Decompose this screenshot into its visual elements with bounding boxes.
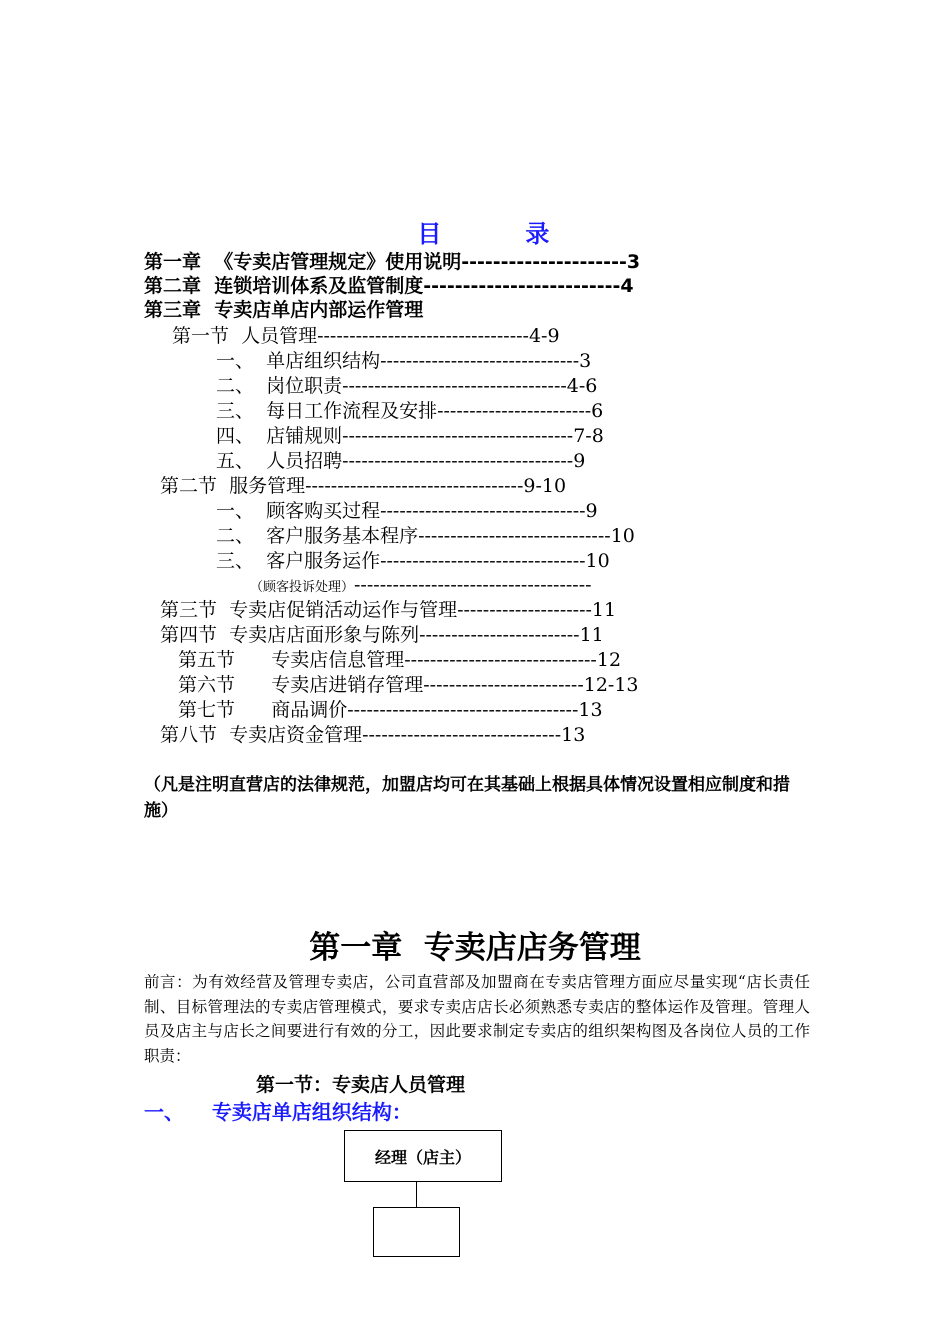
toc-leader: ------------------------- — [423, 674, 584, 696]
toc-page: 3 — [579, 350, 592, 372]
toc-label: 第三节 专卖店促销活动运作与管理 — [160, 599, 458, 621]
toc-leader: ------------------------------- — [362, 724, 562, 746]
org-chart-second-box — [373, 1207, 460, 1257]
toc-label: 二、 岗位职责 — [216, 375, 343, 397]
toc-entry-item[interactable] — [216, 349, 591, 373]
org-chart-manager-label: 经理（店主） — [374, 1147, 471, 1167]
toc-leader: ------------------------------------- — [354, 574, 592, 596]
toc-label: 第一节 人员管理 — [172, 325, 318, 347]
toc-label: 五、 人员招聘 — [216, 450, 343, 472]
toc-leader: --------------------- — [457, 599, 592, 621]
toc-entry-sub-note[interactable] — [250, 573, 592, 597]
toc-entry-item[interactable] — [216, 549, 610, 573]
toc-label: 第一章 《专卖店管理规定》使用说明 — [144, 251, 462, 273]
section-title: 第一节：专卖店人员管理 — [256, 1074, 466, 1096]
toc-entry-section-4[interactable] — [160, 623, 604, 647]
toc-leader: ------------------------------- — [380, 350, 580, 372]
toc-leader: ------------------------------ — [404, 649, 597, 671]
toc-page: 10 — [610, 525, 635, 547]
toc-leader: ----------------------------------- — [342, 375, 567, 397]
toc-label: 第二节 服务管理 — [160, 475, 306, 497]
toc-entry-chapter-3[interactable] — [144, 298, 423, 322]
toc-page: 13 — [578, 699, 603, 721]
toc-entry-chapter-2[interactable] — [144, 274, 634, 298]
subsection-title: 一、 专卖店单店组织结构： — [144, 1100, 412, 1124]
toc-entry-section-1[interactable] — [172, 324, 560, 348]
toc-leader: -------------------------------- — [380, 500, 586, 522]
toc-entry-section-5[interactable] — [178, 648, 621, 672]
toc-label: （顾客投诉处理） — [250, 580, 355, 595]
toc-entry-section-2[interactable] — [160, 474, 566, 498]
toc-leader: -------------------------------- — [380, 550, 586, 572]
toc-page: 4-9 — [528, 325, 560, 347]
toc-entry-section-3[interactable] — [160, 598, 616, 622]
toc-entry-section-7[interactable] — [178, 698, 603, 722]
toc-page: 7-8 — [573, 425, 604, 447]
toc-leader: ------------------------------------ — [342, 450, 574, 472]
toc-label: 第五节 专卖店信息管理 — [178, 649, 405, 671]
toc-leader: --------------------- — [461, 251, 627, 273]
toc-page: 12 — [596, 649, 622, 671]
toc-title-right: 录 — [525, 220, 550, 248]
toc-label: 二、 客户服务基本程序 — [216, 525, 419, 547]
toc-label: 第六节 专卖店进销存管理 — [178, 674, 424, 696]
toc-page: 13 — [561, 724, 586, 746]
toc-page: 4 — [620, 275, 634, 297]
toc-page: 12-13 — [583, 674, 639, 696]
toc-page: 9 — [573, 450, 586, 472]
org-chart-manager-box — [344, 1130, 502, 1182]
toc-page: 4-6 — [566, 375, 598, 397]
toc-label: 第三章 专卖店单店内部运作管理 — [144, 299, 424, 321]
toc-label: 一、 单店组织结构 — [216, 350, 381, 372]
toc-entry-item[interactable] — [216, 499, 598, 523]
toc-label: 第七节 商品调价 — [178, 699, 348, 721]
toc-page: 6 — [591, 400, 604, 422]
legal-note: （凡是注明直营店的法律规范，加盟店均可在其基础上根据具体情况设置相应制度和措施） — [144, 775, 790, 821]
toc-label: 三、 客户服务运作 — [216, 550, 381, 572]
toc-label: 第八节 专卖店资金管理 — [160, 724, 363, 746]
toc-page: 10 — [585, 550, 610, 572]
toc-entry-item[interactable] — [216, 424, 604, 448]
toc-entry-item[interactable] — [216, 399, 603, 423]
toc-label: 一、 顾客购买过程 — [216, 500, 381, 522]
toc-page: 3 — [626, 251, 641, 273]
toc-leader: ------------------------- — [423, 275, 621, 297]
toc-page: 11 — [591, 599, 617, 621]
org-chart-connector — [416, 1182, 417, 1207]
intro-paragraph: 前言：为有效经营及管理专卖店，公司直营部及加盟商在专卖店管理方面应尽量实现“店长责任制、目标管理法的专卖店管理模式，要求专卖店店长必须熟悉专卖店的整体运作及管理。管理人员及店主与店长之间要进行有效的分工，因此要求制定专卖店的组织架构图及各岗位人员的工作职责： — [144, 973, 810, 1065]
toc-leader: ------------------------------ — [418, 525, 611, 547]
toc-leader: ------------------------ — [437, 400, 592, 422]
chapter-title: 第一章 专卖店店务管理 — [309, 930, 641, 966]
toc-title-left: 目 — [417, 220, 442, 248]
toc-leader: ------------------------- — [419, 624, 580, 646]
toc-label: 第二章 连锁培训体系及监管制度 — [144, 275, 424, 297]
toc-leader: ---------------------------------- — [305, 475, 524, 497]
toc-leader: ------------------------------------ — [342, 425, 574, 447]
toc-page: 9-10 — [523, 475, 567, 497]
toc-entry-item[interactable] — [216, 524, 635, 548]
toc-title — [0, 186, 950, 249]
toc-entry-chapter-1[interactable] — [144, 250, 640, 274]
toc-entry-item[interactable] — [216, 374, 597, 398]
toc-label: 四、 店铺规则 — [216, 425, 343, 447]
toc-entry-section-8[interactable] — [160, 723, 585, 747]
toc-page: 11 — [579, 624, 604, 646]
toc-leader: ------------------------------------ — [347, 699, 579, 721]
toc-leader: --------------------------------- — [317, 325, 529, 347]
toc-entry-section-6[interactable] — [178, 673, 639, 697]
toc-label: 三、 每日工作流程及安排 — [216, 400, 438, 422]
toc-entry-item[interactable] — [216, 449, 585, 473]
toc-page: 9 — [585, 500, 598, 522]
toc-label: 第四节 专卖店店面形象与陈列 — [160, 624, 420, 646]
